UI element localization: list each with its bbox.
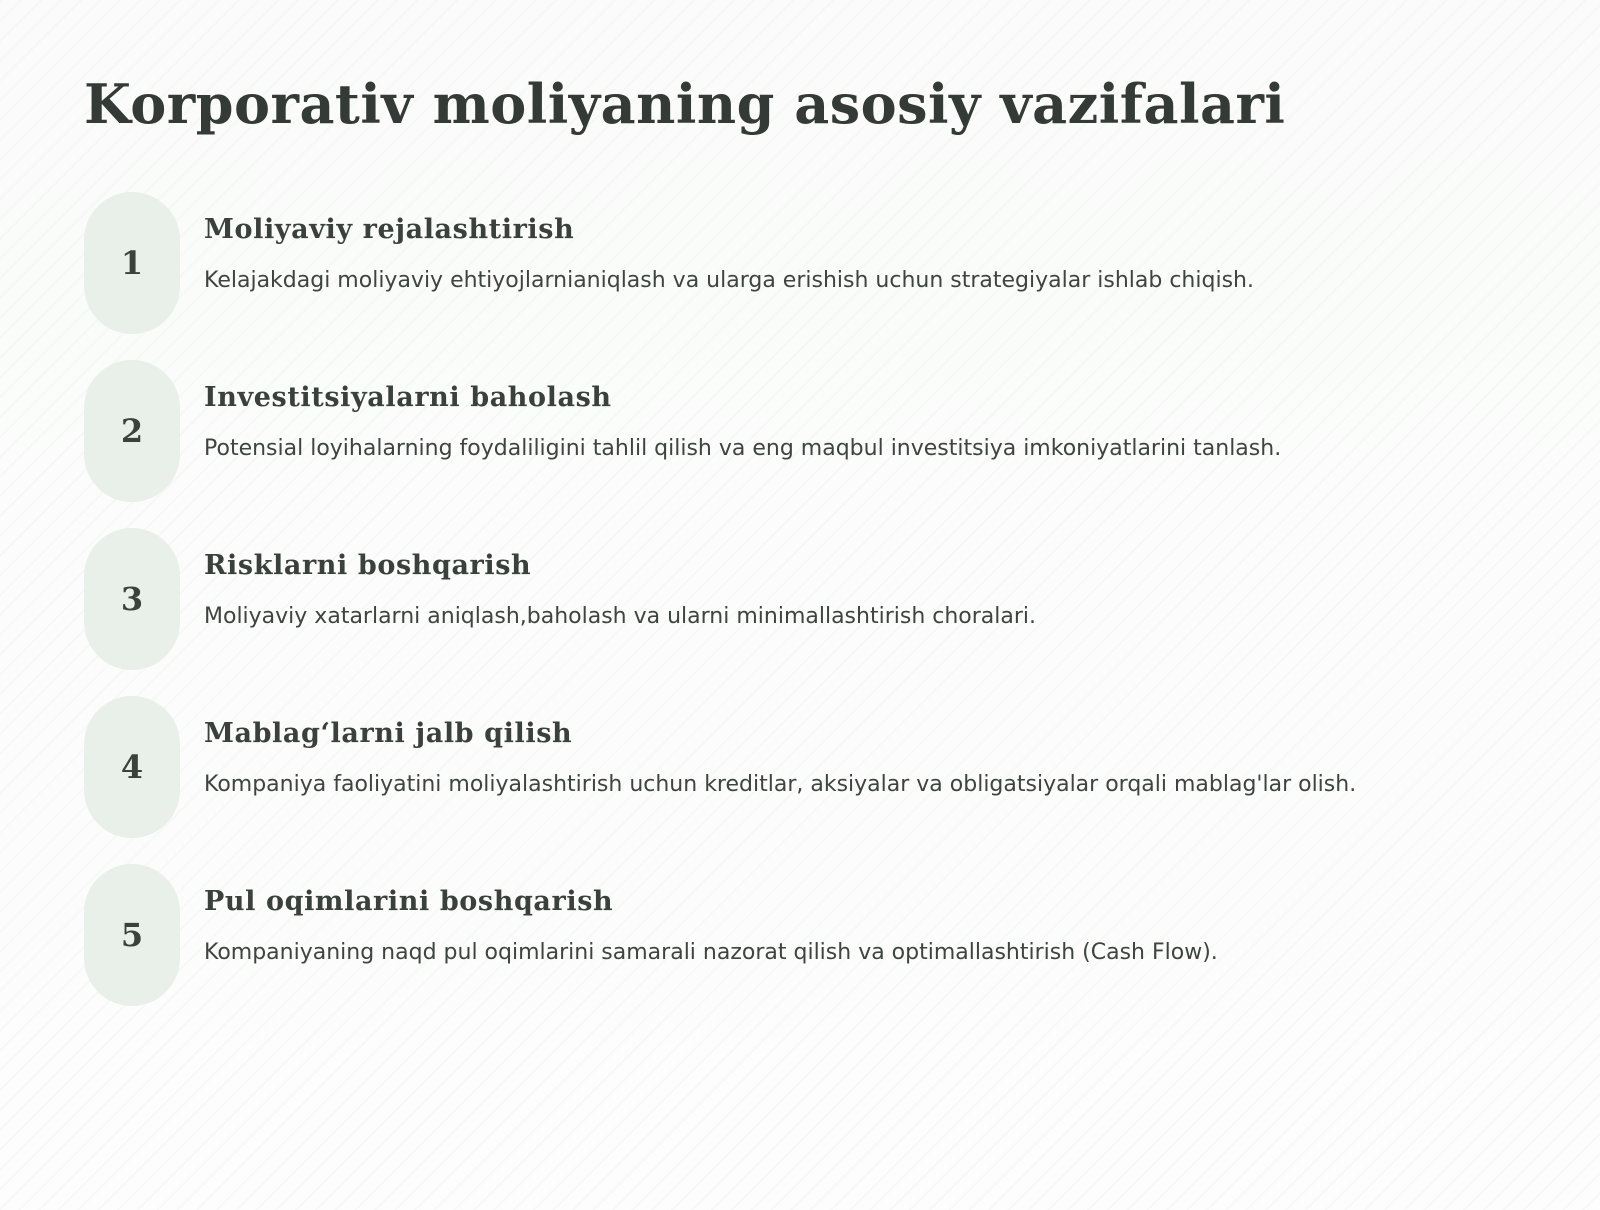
item-number: 5 xyxy=(120,916,144,954)
list-item xyxy=(84,360,1544,502)
item-number: 3 xyxy=(120,580,144,618)
list-item xyxy=(84,192,1544,334)
item-description: Potensial loyihalarning foydaliligini tahlil qilish va eng maqbul investitsiya imkoniyatlarini tanlash. xyxy=(204,436,1282,461)
number-badge xyxy=(84,192,180,334)
item-title: Pul oqimlarini boshqarish xyxy=(204,886,614,917)
list-item xyxy=(84,528,1544,670)
number-badge xyxy=(84,360,180,502)
item-number: 1 xyxy=(120,244,144,282)
item-number: 2 xyxy=(120,412,144,450)
number-badge xyxy=(84,696,180,838)
item-description: Kompaniyaning naqd pul oqimlarini samarali nazorat qilish va optimallashtirish (Cash Flow). xyxy=(204,940,1218,965)
item-title: Moliyaviy rejalashtirish xyxy=(204,214,575,245)
list-item xyxy=(84,864,1544,1006)
item-title: Investitsiyalarni baholash xyxy=(204,382,612,413)
number-badge xyxy=(84,528,180,670)
page-title: Korporativ moliyaning asosiy vazifalari xyxy=(84,72,1286,136)
item-title: Mablag‘larni jalb qilish xyxy=(204,718,573,749)
item-number: 4 xyxy=(120,748,144,786)
list-item xyxy=(84,696,1544,838)
item-description: Kelajakdagi moliyaviy ehtiyojlarnianiqlash va ularga erishish uchun strategiyalar ishlab chiqish. xyxy=(204,268,1254,293)
item-description: Kompaniya faoliyatini moliyalashtirish uchun kreditlar, aksiyalar va obligatsiyalar orqali mablag'lar olish. xyxy=(204,772,1357,797)
task-list xyxy=(84,192,1544,1032)
number-badge xyxy=(84,864,180,1006)
item-description: Moliyaviy xatarlarni aniqlash,baholash va ularni minimallashtirish choralari. xyxy=(204,604,1037,629)
item-title: Risklarni boshqarish xyxy=(204,550,532,581)
